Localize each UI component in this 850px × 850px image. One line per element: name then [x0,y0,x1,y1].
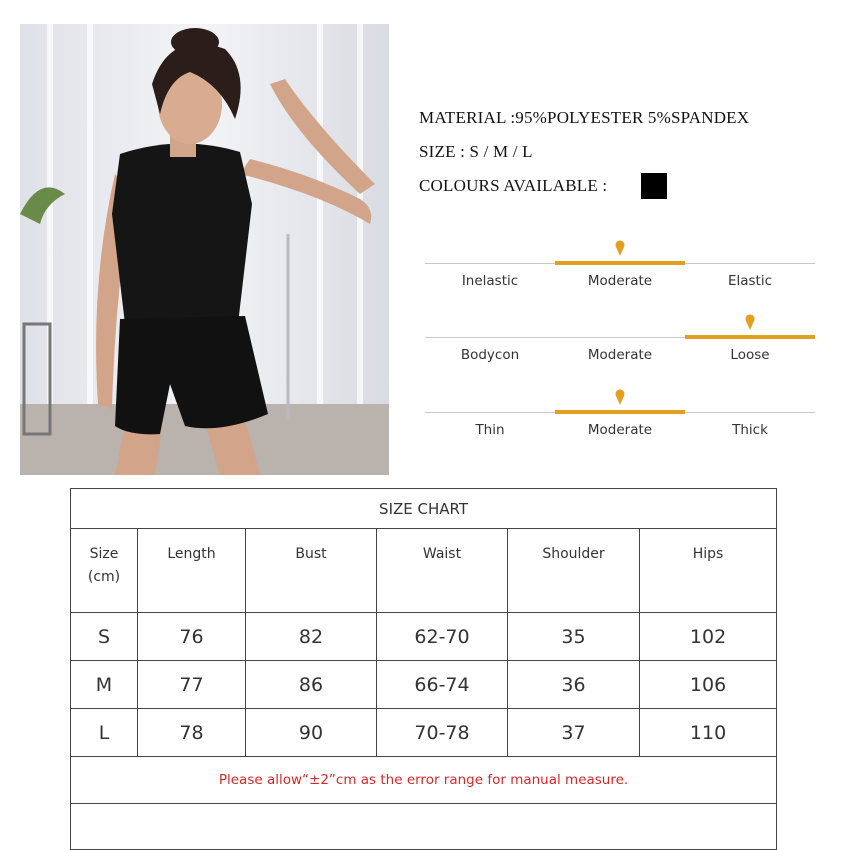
header-bust: Bust [246,529,377,613]
cell-shoulder: 37 [508,709,640,757]
scale-label-loose: Loose [730,347,770,363]
size-chart-title: SIZE CHART [71,489,777,529]
location-pin-icon [745,314,755,330]
scale-highlight [685,335,815,339]
colours-text: COLOURS AVAILABLE : [419,176,608,195]
header-size: Size (cm) [71,529,138,613]
cell-length: 76 [138,613,246,661]
scale-highlight [555,261,685,265]
cell-waist: 66-74 [377,661,508,709]
measurement-note: Please allow“±2”cm as the error range for manual measure. [71,757,777,804]
scale-label-moderate: Moderate [587,273,653,289]
colour-swatch-black[interactable] [641,173,667,199]
elasticity-scale [425,246,815,296]
thickness-scale [425,395,815,445]
cell-bust: 86 [246,661,377,709]
product-photo [20,24,389,475]
scale-highlight [555,410,685,414]
scale-label-moderate: Moderate [587,422,653,438]
size-chart-table [70,488,777,850]
cell-shoulder: 36 [508,661,640,709]
size-text: SIZE : S / M / L [419,142,533,161]
cell-hips: 106 [640,661,777,709]
cell-length: 77 [138,661,246,709]
scale-label-thick: Thick [732,422,768,438]
empty-row [71,804,777,850]
cell-hips: 102 [640,613,777,661]
header-length: Length [138,529,246,613]
size-chart [70,488,776,838]
scale-label-bodycon: Bodycon [460,347,520,363]
cell-bust: 82 [246,613,377,661]
model-illustration [20,24,389,475]
header-hips: Hips [640,529,777,613]
fit-scale [425,320,815,370]
scale-label-moderate: Moderate [587,347,653,363]
cell-waist: 62-70 [377,613,508,661]
table-row [71,613,777,661]
scale-label-inelastic: Inelastic [461,273,519,289]
header-waist: Waist [377,529,508,613]
cell-bust: 90 [246,709,377,757]
table-row [71,709,777,757]
cell-size: S [71,613,138,661]
location-pin-icon [615,240,625,256]
cell-waist: 70-78 [377,709,508,757]
scale-label-thin: Thin [475,422,505,438]
cell-size: L [71,709,138,757]
cell-size: M [71,661,138,709]
table-row [71,661,777,709]
location-pin-icon [615,389,625,405]
cell-length: 78 [138,709,246,757]
header-shoulder: Shoulder [508,529,640,613]
cell-shoulder: 35 [508,613,640,661]
scale-label-elastic: Elastic [727,273,773,289]
cell-hips: 110 [640,709,777,757]
size-chart-header-row [71,529,777,613]
material-text: MATERIAL :95%POLYESTER 5%SPANDEX [419,108,750,127]
